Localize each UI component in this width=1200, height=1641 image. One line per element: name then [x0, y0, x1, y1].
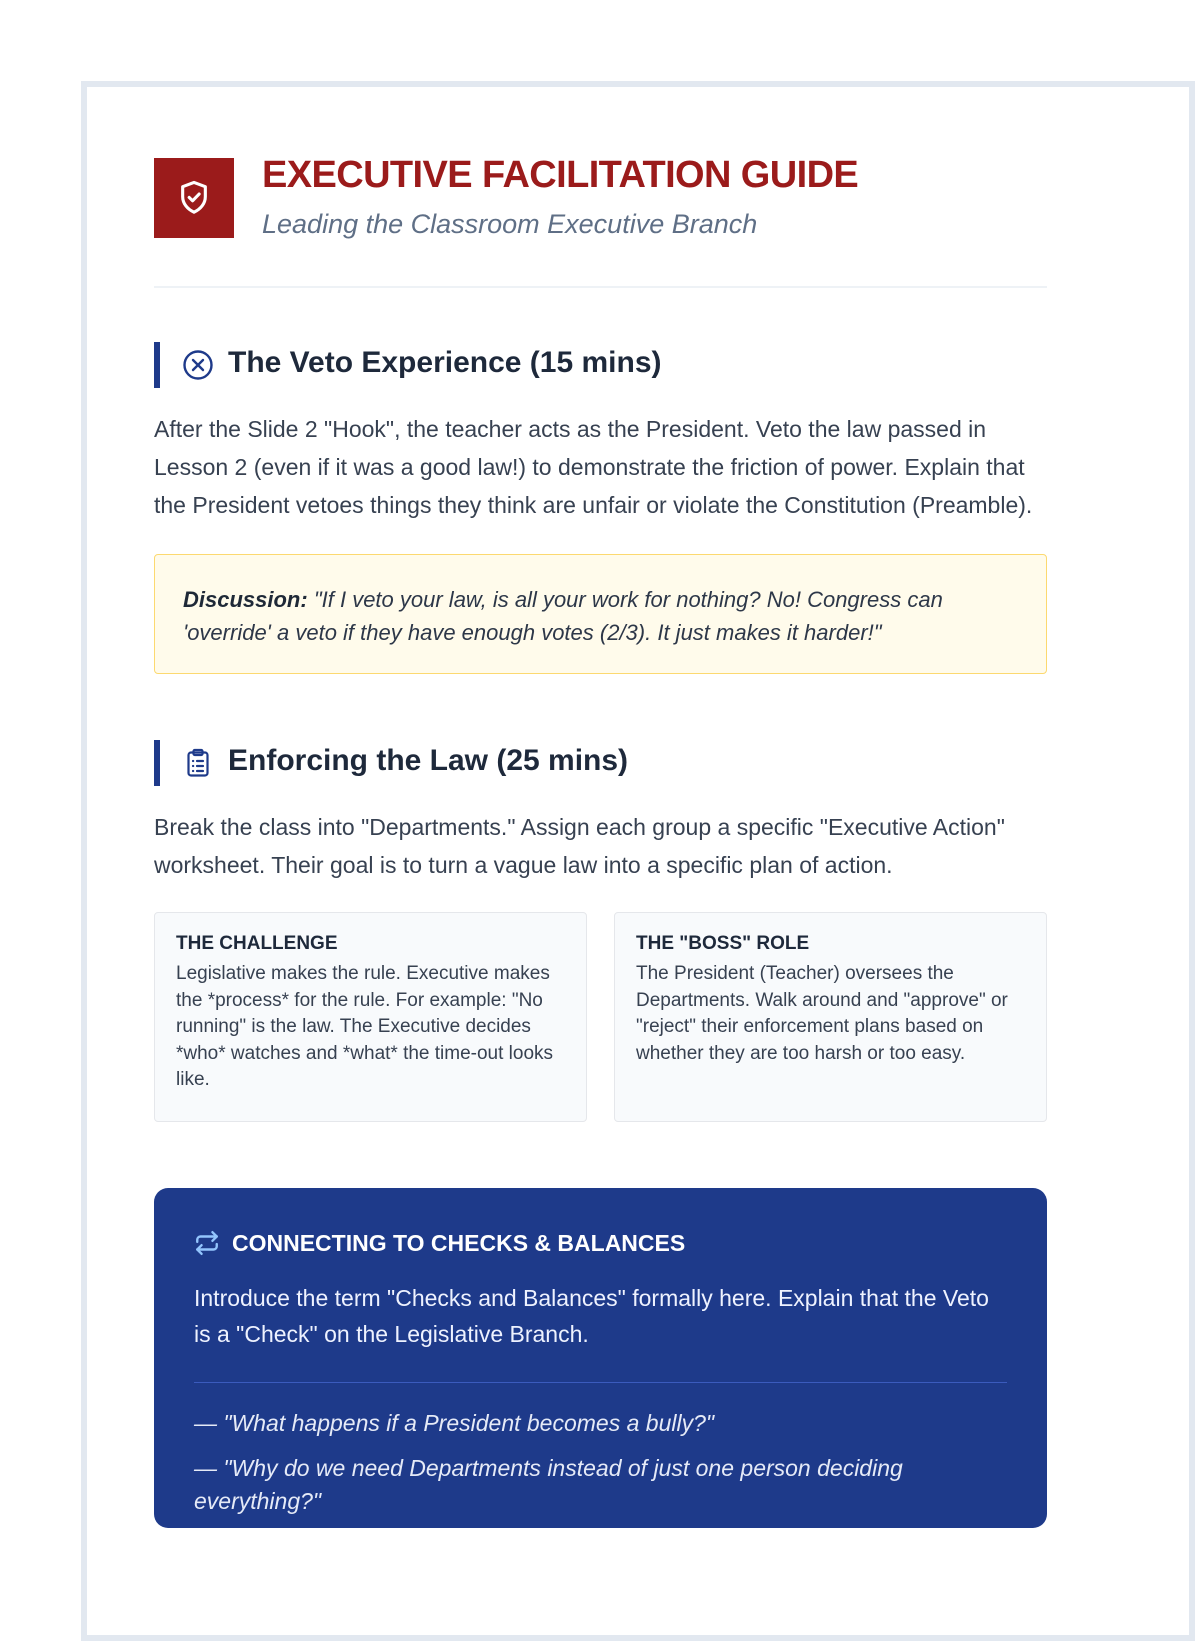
section-title: The Veto Experience (15 mins)	[228, 346, 662, 379]
discussion-label: Discussion:	[183, 587, 308, 612]
page-subtitle: Leading the Classroom Executive Branch	[262, 209, 758, 239]
card-text: Legislative makes the rule. Executive makes the *process* for the rule. For example: "No running" is the law. The Executive decides *who* watches and *what* the time-out looks like.	[176, 963, 554, 1091]
card-title: THE "BOSS" ROLE	[636, 933, 810, 954]
clipboard-list-icon	[182, 747, 214, 779]
guide-card	[81, 81, 1195, 1641]
repeat-arrows-icon	[194, 1230, 220, 1256]
boss-role-card	[614, 912, 1047, 1122]
checks-balances-panel	[154, 1188, 1047, 1528]
page-title: EXECUTIVE FACILITATION GUIDE	[262, 154, 859, 196]
guide-header	[154, 154, 1047, 288]
checks-heading	[194, 1228, 1007, 1258]
section-title: Enforcing the Law (25 mins)	[228, 744, 629, 777]
discussion-text: "If I veto your law, is all your work for nothing? No! Congress can 'override' a veto if they have enough votes (2/3). It just makes it harder!"	[183, 587, 943, 645]
question-item: — "What happens if a President becomes a bully?"	[194, 1410, 715, 1436]
veto-body: After the Slide 2 "Hook", the teacher acts as the President. Veto the law passed in Lesson 2 (even if it was a good law!) to demonstrate the friction of power. Explain that the President vetoes things they think are unfair or violate the Constitution (Preamble).	[154, 416, 1033, 518]
shield-check-icon	[177, 179, 211, 217]
section-accent-bar	[154, 740, 160, 786]
question-item: — "Why do we need Departments instead of just one person deciding everything?"	[194, 1455, 903, 1514]
checks-title: CONNECTING TO CHECKS & BALANCES	[232, 1229, 686, 1256]
section-veto-heading	[154, 342, 1047, 388]
info-cards	[154, 912, 1047, 1122]
card-text: The President (Teacher) oversees the Departments. Walk around and "approve" or "reject" their enforcement plans based on whether they are too harsh or too easy.	[636, 963, 1008, 1064]
enforce-body: Break the class into "Departments." Assign each group a specific "Executive Action" worksheet. Their goal is to turn a vague law into a specific plan of action.	[154, 814, 1005, 878]
guide-content	[154, 154, 1047, 1528]
challenge-card	[154, 912, 587, 1122]
checks-body: Introduce the term "Checks and Balances" formally here. Explain that the Veto is a "Check" on the Legislative Branch.	[194, 1285, 989, 1347]
card-title: THE CHALLENGE	[176, 933, 338, 954]
section-enforce-heading	[154, 740, 1047, 786]
discussion-callout	[154, 554, 1047, 674]
x-circle-icon	[182, 349, 214, 381]
section-accent-bar	[154, 342, 160, 388]
question-list	[194, 1407, 1007, 1518]
logo	[154, 158, 234, 238]
divider	[194, 1382, 1007, 1383]
